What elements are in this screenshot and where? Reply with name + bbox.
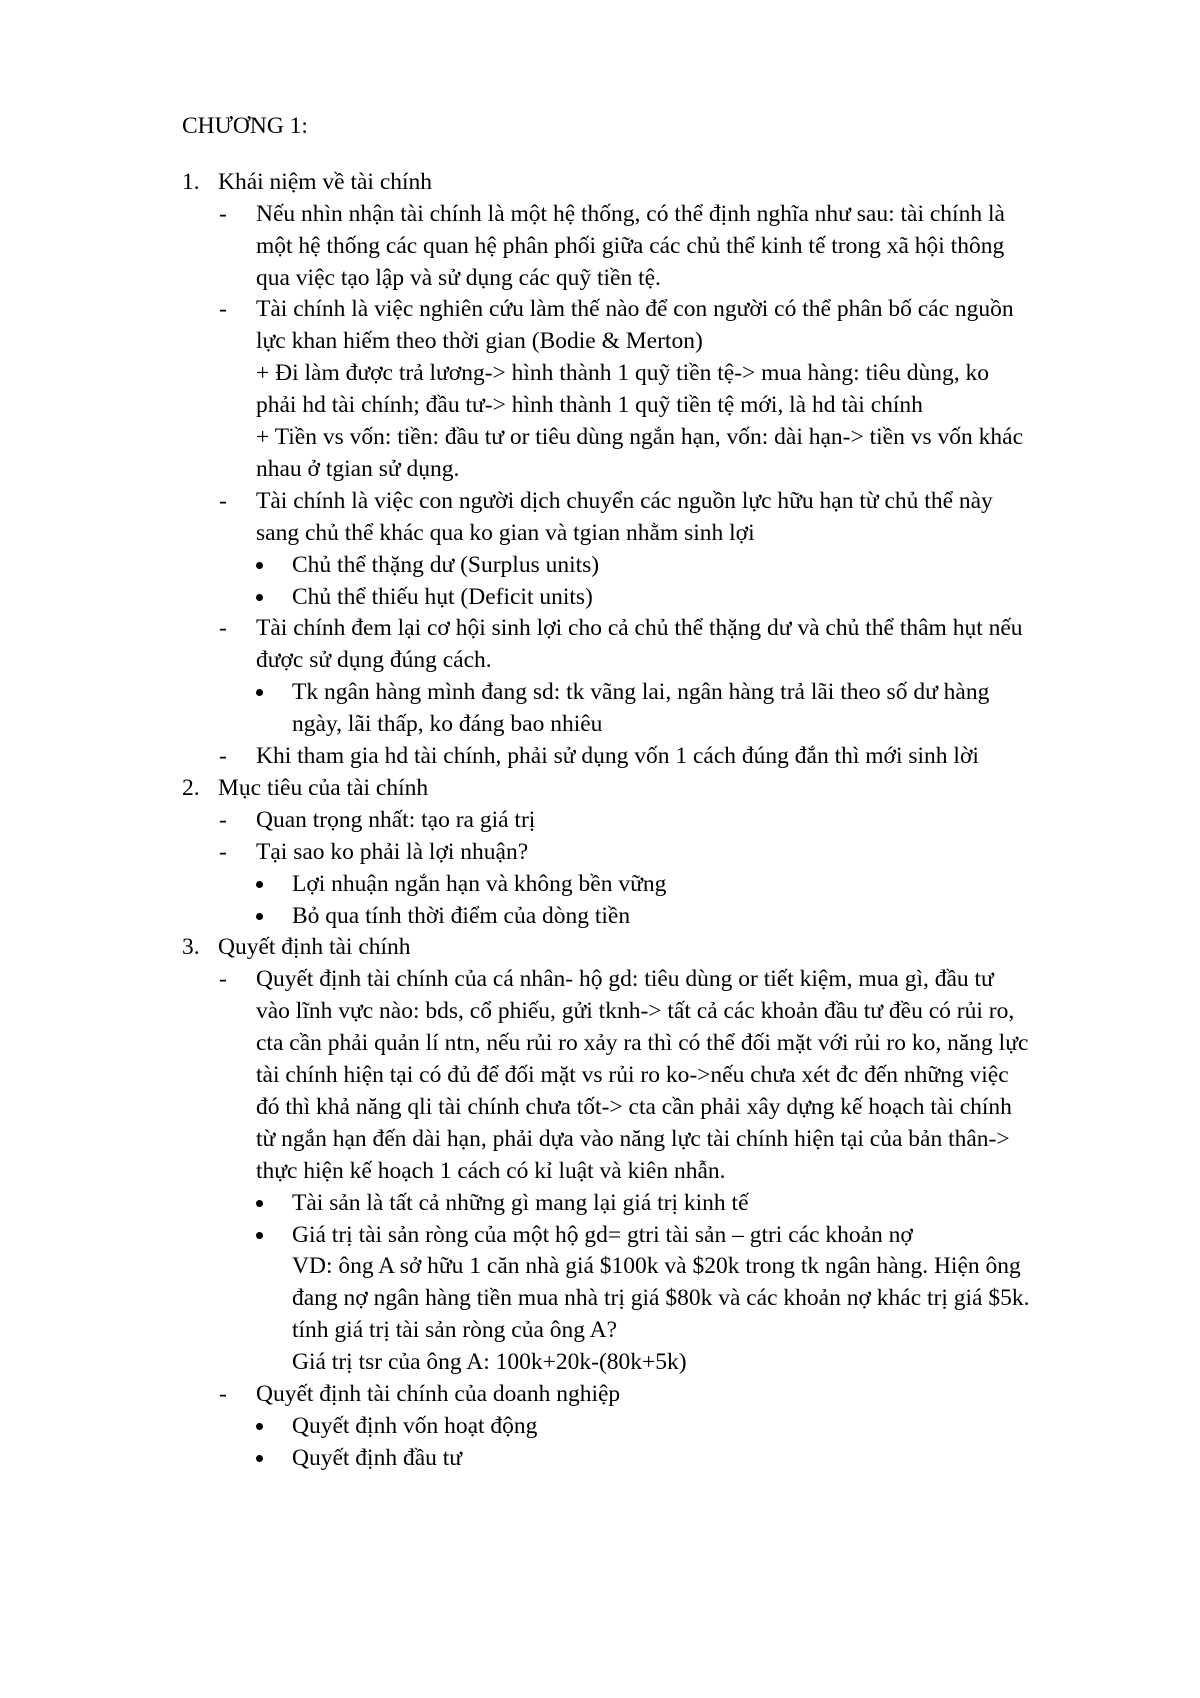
bullet-text-line: Giá trị tsr của ông A: 100k+20k-(80k+5k): [292, 1349, 687, 1375]
dash-marker: -: [219, 743, 227, 769]
dash-marker: -: [219, 201, 227, 227]
bullet-icon: [256, 913, 263, 920]
dash-marker: -: [219, 296, 227, 322]
item-text-line: Nếu nhìn nhận tài chính là một hệ thống, có thể định nghĩa như sau: tài chính là: [256, 201, 1005, 227]
bullet-text-line: tính giá trị tài sản ròng của ông A?: [292, 1317, 618, 1343]
item-text-line: thực hiện kế hoạch 1 cách có kỉ luật và kiên nhẫn.: [256, 1158, 726, 1184]
item-text-line: lực khan hiếm theo thời gian (Bodie & Merton): [256, 328, 703, 354]
item-text-line: qua việc tạo lập và sử dụng các quỹ tiền tệ.: [256, 265, 661, 291]
item-text-line: vào lĩnh vực nào: bds, cổ phiếu, gửi tknh-> tất cả các khoản đầu tư đều có rủi ro,: [256, 998, 1015, 1024]
bullet-text-line: Bỏ qua tính thời điểm của dòng tiền: [292, 903, 631, 929]
item-text-line: + Đi làm được trả lương-> hình thành 1 quỹ tiền tệ-> mua hàng: tiêu dùng, ko: [256, 360, 989, 386]
bullet-text-line: VD: ông A sở hữu 1 căn nhà giá $100k và $20k trong tk ngân hàng. Hiện ông: [292, 1253, 1021, 1279]
item-text-line: Tại sao ko phải là lợi nhuận?: [256, 839, 529, 865]
bullet-icon: [256, 1423, 263, 1430]
bullet-text-line: Tk ngân hàng mình đang sd: tk vãng lai, ngân hàng trả lãi theo số dư hàng: [292, 679, 990, 705]
bullet-icon: [256, 1232, 263, 1239]
bullet-text-line: Chủ thể thiếu hụt (Deficit units): [292, 584, 593, 610]
bullet-icon: [256, 1200, 263, 1207]
section-heading: Quyết định tài chính: [218, 934, 411, 960]
dash-marker: -: [219, 966, 227, 992]
bullet-icon: [256, 881, 263, 888]
item-text-line: một hệ thống các quan hệ phân phối giữa các chủ thể kinh tế trong xã hội thông: [256, 233, 1005, 259]
bullet-text-line: Tài sản là tất cả những gì mang lại giá trị kinh tế: [292, 1190, 749, 1216]
item-text-line: từ ngắn hạn đến dài hạn, phải dựa vào năng lực tài chính hiện tại của bản thân->: [256, 1126, 1010, 1152]
item-text-line: tài chính hiện tại có đủ để đối mặt vs rủi ro ko->nếu chưa xét đc đến những việc: [256, 1062, 1009, 1088]
item-text-line: phải hd tài chính; đầu tư-> hình thành 1 quỹ tiền tệ mới, là hd tài chính: [256, 392, 923, 418]
bullet-text-line: Quyết định vốn hoạt động: [292, 1413, 538, 1439]
item-text-line: được sử dụng đúng cách.: [256, 647, 492, 673]
item-text-line: Quan trọng nhất: tạo ra giá trị: [256, 807, 536, 833]
section-heading: Mục tiêu của tài chính: [218, 775, 429, 801]
section-number: 1.: [182, 169, 200, 195]
section-heading: Khái niệm về tài chính: [218, 169, 433, 195]
item-text-line: sang chủ thể khác qua ko gian và tgian nhằm sinh lợi: [256, 520, 755, 546]
bullet-text-line: ngày, lãi thấp, ko đáng bao nhiêu: [292, 711, 603, 737]
item-text-line: đó thì khả năng qli tài chính chưa tốt-> cta cần phải xây dựng kế hoạch tài chính: [256, 1094, 1012, 1120]
dash-marker: -: [219, 615, 227, 641]
dash-marker: -: [219, 839, 227, 865]
section-number: 2.: [182, 775, 200, 801]
bullet-icon: [256, 689, 263, 696]
dash-marker: -: [219, 488, 227, 514]
bullet-icon: [256, 594, 263, 601]
section-number: 3.: [182, 934, 200, 960]
item-text-line: + Tiền vs vốn: tiền: đầu tư or tiêu dùng ngắn hạn, vốn: dài hạn-> tiền vs vốn khác: [256, 424, 1023, 450]
item-text-line: Quyết định tài chính của cá nhân- hộ gd: tiêu dùng or tiết kiệm, mua gì, đầu tư: [256, 966, 994, 992]
item-text-line: Tài chính là việc nghiên cứu làm thế nào để con người có thể phân bố các nguồn: [256, 296, 1014, 322]
bullet-icon: [256, 562, 263, 569]
bullet-text-line: đang nợ ngân hàng tiền mua nhà trị giá $80k và các khoản nợ khác trị giá $5k.: [292, 1285, 1030, 1311]
bullet-icon: [256, 1455, 263, 1462]
bullet-text-line: Lợi nhuận ngắn hạn và không bền vững: [292, 871, 667, 897]
item-text-line: Tài chính đem lại cơ hội sinh lợi cho cả chủ thể thặng dư và chủ thể thâm hụt nếu: [256, 615, 1023, 641]
item-text-line: Quyết định tài chính của doanh nghiệp: [256, 1381, 621, 1407]
bullet-text-line: Chủ thể thặng dư (Surplus units): [292, 552, 600, 578]
chapter-title: CHƯƠNG 1:: [182, 113, 308, 139]
dash-marker: -: [219, 1381, 227, 1407]
bullet-text-line: Quyết định đầu tư: [292, 1445, 463, 1471]
bullet-text-line: Giá trị tài sản ròng của một hộ gd= gtri tài sản – gtri các khoản nợ: [292, 1222, 913, 1248]
item-text-line: Tài chính là việc con người dịch chuyển các nguồn lực hữu hạn từ chủ thể này: [256, 488, 993, 514]
item-text-line: Khi tham gia hd tài chính, phải sử dụng vốn 1 cách đúng đắn thì mới sinh lời: [256, 743, 979, 769]
dash-marker: -: [219, 807, 227, 833]
item-text-line: nhau ở tgian sử dụng.: [256, 456, 460, 482]
item-text-line: cta cần phải quản lí ntn, nếu rủi ro xảy ra thì có thể đối mặt với rủi ro ko, năng lực: [256, 1030, 1029, 1056]
